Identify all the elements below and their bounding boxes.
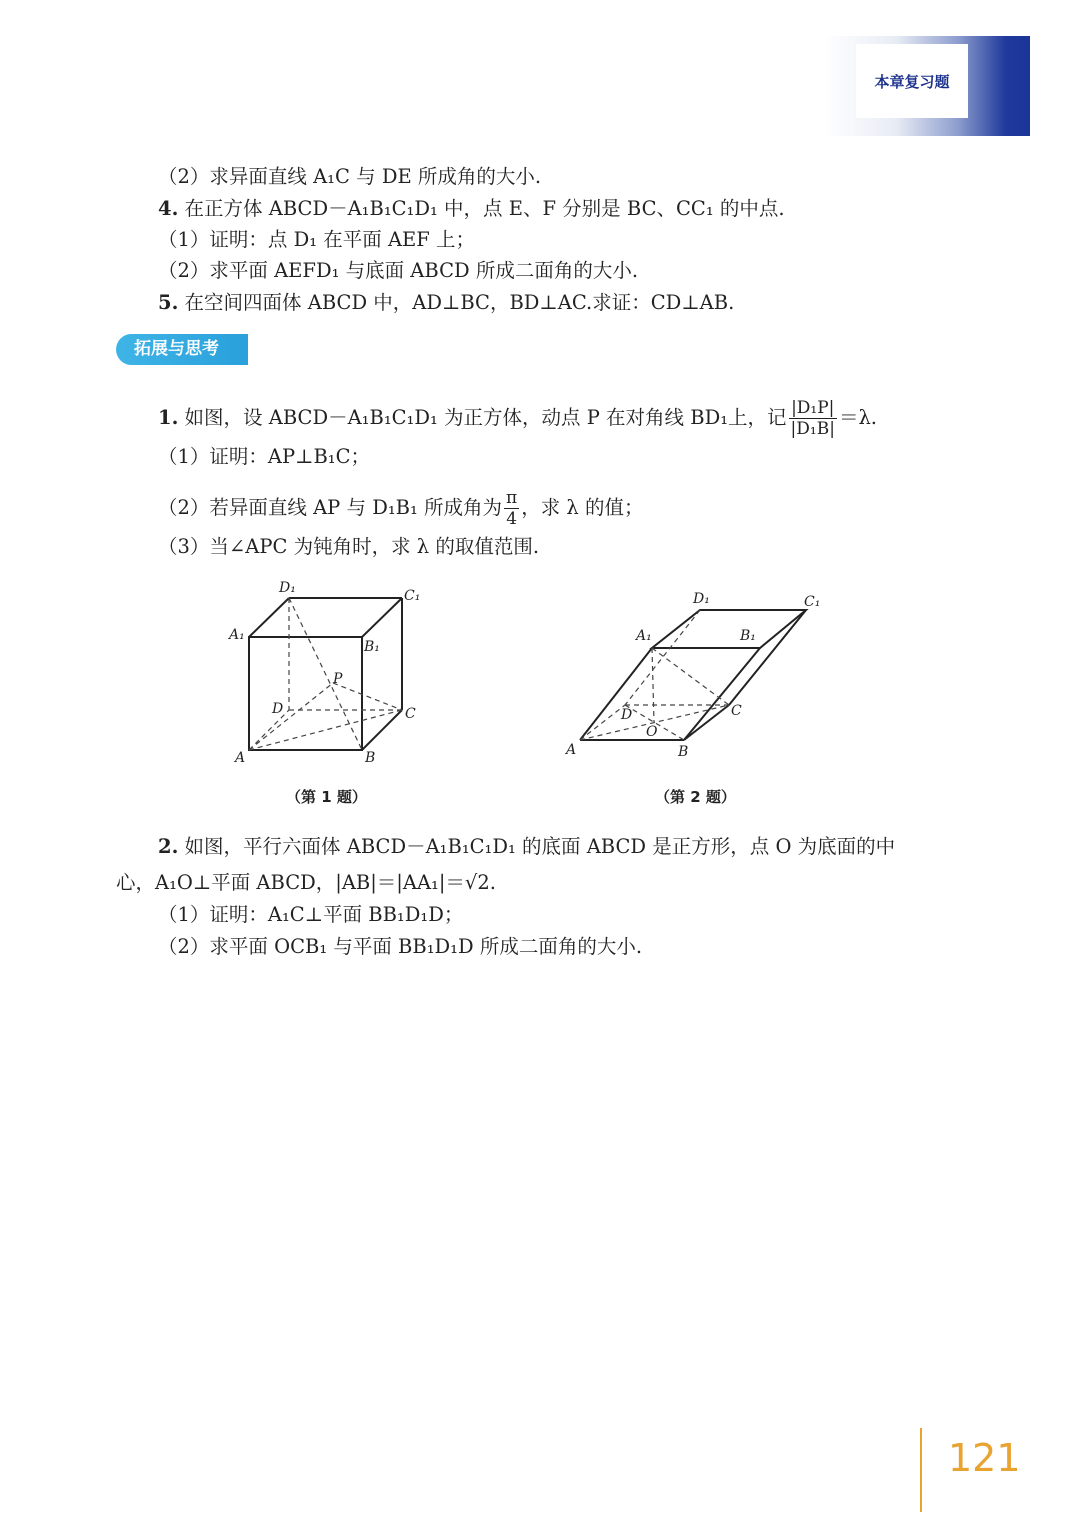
figure-1-caption: （第 1 题）	[286, 788, 367, 806]
ext-problem-2-part-2: （2）求平面 OCB₁ 与平面 BB₁D₁D 所成二面角的大小.	[158, 935, 643, 958]
angle-fraction	[504, 488, 519, 529]
fraction-numerator: |D₁P|	[789, 398, 837, 419]
problem-text: 如图，设 ABCD－A₁B₁C₁D₁ 为正方体，动点 P 在对角线 BD₁上，记	[178, 406, 787, 429]
ext-problem-2-part-1: （1）证明：A₁C⊥平面 BB₁D₁D；	[158, 903, 464, 926]
fraction-denominator: |D₁B|	[790, 419, 835, 439]
label-B1: B₁	[740, 628, 756, 644]
fraction-numerator: π	[506, 488, 518, 508]
fraction-denominator: 4	[506, 509, 518, 529]
problem-number: 1.	[158, 406, 179, 429]
label-B: B	[678, 744, 689, 760]
label-D: D	[621, 707, 633, 723]
ext-problem-1	[158, 398, 877, 439]
parallelepiped-figure	[560, 582, 835, 762]
label-C1: C₁	[404, 588, 421, 604]
label-A: A	[235, 750, 246, 766]
label-D: D	[272, 701, 284, 717]
label-O: O	[646, 724, 658, 740]
label-P: P	[333, 671, 343, 687]
problem-number: 4.	[158, 197, 179, 220]
ext-problem-1-part-1: （1）证明：AP⊥B₁C；	[158, 445, 371, 468]
label-C1: C₁	[804, 594, 821, 610]
page-number: 121	[948, 1436, 1021, 1480]
problem-number: 2.	[158, 835, 179, 858]
problem-text: 在正方体 ABCD－A₁B₁C₁D₁ 中，点 E、F 分别是 BC、CC₁ 的中点.	[178, 197, 785, 220]
label-C: C	[405, 706, 416, 722]
ext-problem-1-part-3: （3）当∠APC 为钝角时，求 λ 的取值范围.	[158, 535, 540, 558]
cube-front-face	[249, 637, 362, 750]
section-banner-extension: 拓展与思考	[116, 334, 248, 365]
label-D1: D₁	[279, 580, 296, 596]
label-A1: A₁	[636, 628, 652, 644]
review-problem-5	[158, 290, 734, 316]
ext-problem-2	[158, 834, 895, 860]
ext-problem-1-part-2	[158, 488, 643, 529]
review-line-4: （2）求平面 AEFD₁ 与底面 ABCD 所成二面角的大小.	[158, 259, 639, 282]
label-B1: B₁	[364, 639, 380, 655]
figure-2-caption: （第 2 题）	[655, 788, 736, 806]
problem-text: 如图，平行六面体 ABCD－A₁B₁C₁D₁ 的底面 ABCD 是正方形，点 O 为底面的中	[178, 835, 896, 858]
chapter-header-label: 本章复习题	[856, 44, 968, 118]
review-line-1: （2）求异面直线 A₁C 与 DE 所成角的大小.	[158, 165, 542, 188]
label-D1: D₁	[693, 591, 710, 607]
review-problem-4	[158, 196, 785, 222]
problem-text-end: ＝λ.	[838, 406, 877, 429]
label-C: C	[731, 703, 742, 719]
problem-number: 5.	[158, 291, 179, 314]
label-A1: A₁	[229, 627, 245, 643]
ext-problem-2-cont: 心，A₁O⊥平面 ABCD，|AB|＝|AA₁|＝√2.	[116, 871, 496, 894]
part-text-end: ，求 λ 的值；	[521, 496, 644, 519]
part-text: （2）若异面直线 AP 与 D₁B₁ 所成角为	[158, 496, 503, 519]
label-B: B	[365, 750, 376, 766]
problem-text: 在空间四面体 ABCD 中，AD⊥BC，BD⊥AC.求证：CD⊥AB.	[178, 291, 735, 314]
page-number-rule	[920, 1428, 922, 1512]
label-A: A	[566, 742, 577, 758]
cube-figure	[225, 572, 435, 772]
ratio-fraction	[789, 398, 837, 439]
review-line-3: （1）证明：点 D₁ 在平面 AEF 上；	[158, 228, 475, 251]
